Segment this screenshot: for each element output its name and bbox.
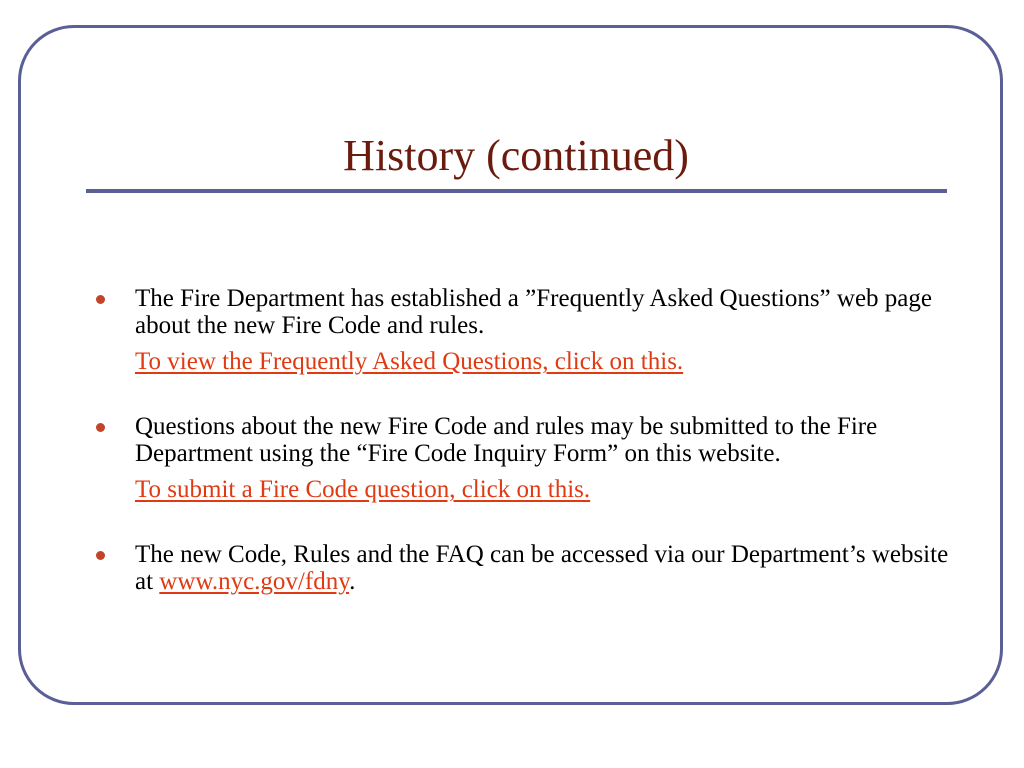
bullet-dot-icon xyxy=(96,551,105,560)
title-divider xyxy=(86,189,947,193)
faq-link[interactable]: To view the Frequently Asked Questions, click on this. xyxy=(135,348,684,375)
submit-question-link[interactable]: To submit a Fire Code question, click on this. xyxy=(135,476,591,503)
bullet-item-inquiry xyxy=(96,413,956,505)
bullet-text-before: The new Code, Rules and the FAQ can be accessed via our Department’s website at xyxy=(135,541,949,595)
bullet-list xyxy=(96,285,956,631)
bullet-item-faq xyxy=(96,285,956,377)
bullet-dot-icon xyxy=(96,423,105,432)
bullet-text xyxy=(135,541,956,595)
website-link[interactable]: www.nyc.gov/fdny xyxy=(159,568,350,595)
bullet-text-after: . xyxy=(349,568,356,595)
bullet-item-website xyxy=(96,541,956,595)
bullet-dot-icon xyxy=(96,295,105,304)
bullet-text: Questions about the new Fire Code and rules may be submitted to the Fire Department using the “Fire Code Inquiry Form” on this website. xyxy=(135,413,878,467)
slide-title: History (continued) xyxy=(343,131,689,180)
bullet-text: The Fire Department has established a ”Frequently Asked Questions” web page about the new Fire Code and rules. xyxy=(135,285,932,339)
